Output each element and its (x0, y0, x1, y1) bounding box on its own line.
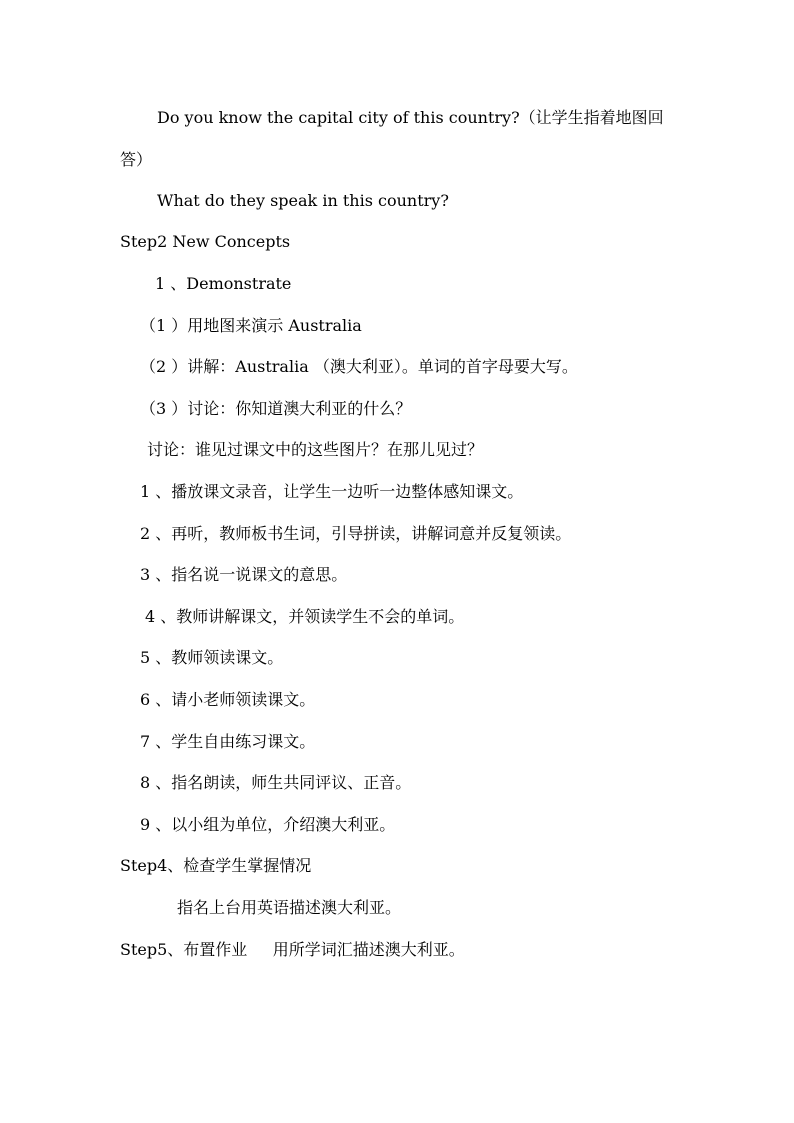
item-1-map-demo: （1 ）用地图来演示 Australia (140, 316, 362, 335)
subsection-demonstrate: 1 、Demonstrate (155, 274, 292, 293)
step-item-6: 6 、请小老师领读课文。 (140, 690, 316, 709)
step-item-4: 4 、教师讲解课文，并领读学生不会的单词。 (145, 607, 465, 626)
discussion-pictures: 讨论：谁见过课文中的这些图片？在那儿见过？ (147, 440, 484, 459)
step-item-9: 9 、以小组为单位，介绍澳大利亚。 (140, 815, 396, 834)
step-item-3: 3 、指名说一说课文的意思。 (140, 565, 348, 584)
step4-content: 指名上台用英语描述澳大利亚。 (177, 898, 402, 917)
section-heading-step2: Step2 New Concepts (120, 232, 291, 251)
item-3-discuss: （3 ）讨论：你知道澳大利亚的什么？ (140, 399, 412, 418)
step-item-7: 7 、学生自由练习课文。 (140, 732, 316, 751)
question-capital-city: Do you know the capital city of this country?（让学生指着地图回 (157, 108, 664, 127)
question-language: What do they speak in this country? (157, 191, 449, 210)
item-2-explain: （2 ）讲解：Australia （澳大利亚）。单词的首字母要大写。 (140, 357, 578, 376)
section-heading-step4: Step4、检查学生掌握情况 (120, 856, 312, 875)
step-item-1: 1 、播放课文录音，让学生一边听一边整体感知课文。 (140, 482, 524, 501)
step-item-8: 8 、指名朗读，师生共同评议、正音。 (140, 773, 412, 792)
step-item-5: 5 、教师领读课文。 (140, 648, 284, 667)
question-capital-city-continued: 答） (120, 150, 153, 169)
step-item-2: 2 、再听，教师板书生词，引导拼读，讲解词意并反复领读。 (140, 524, 572, 543)
section-heading-step5: Step5、布置作业 用所学词汇描述澳大利亚。 (120, 940, 465, 959)
